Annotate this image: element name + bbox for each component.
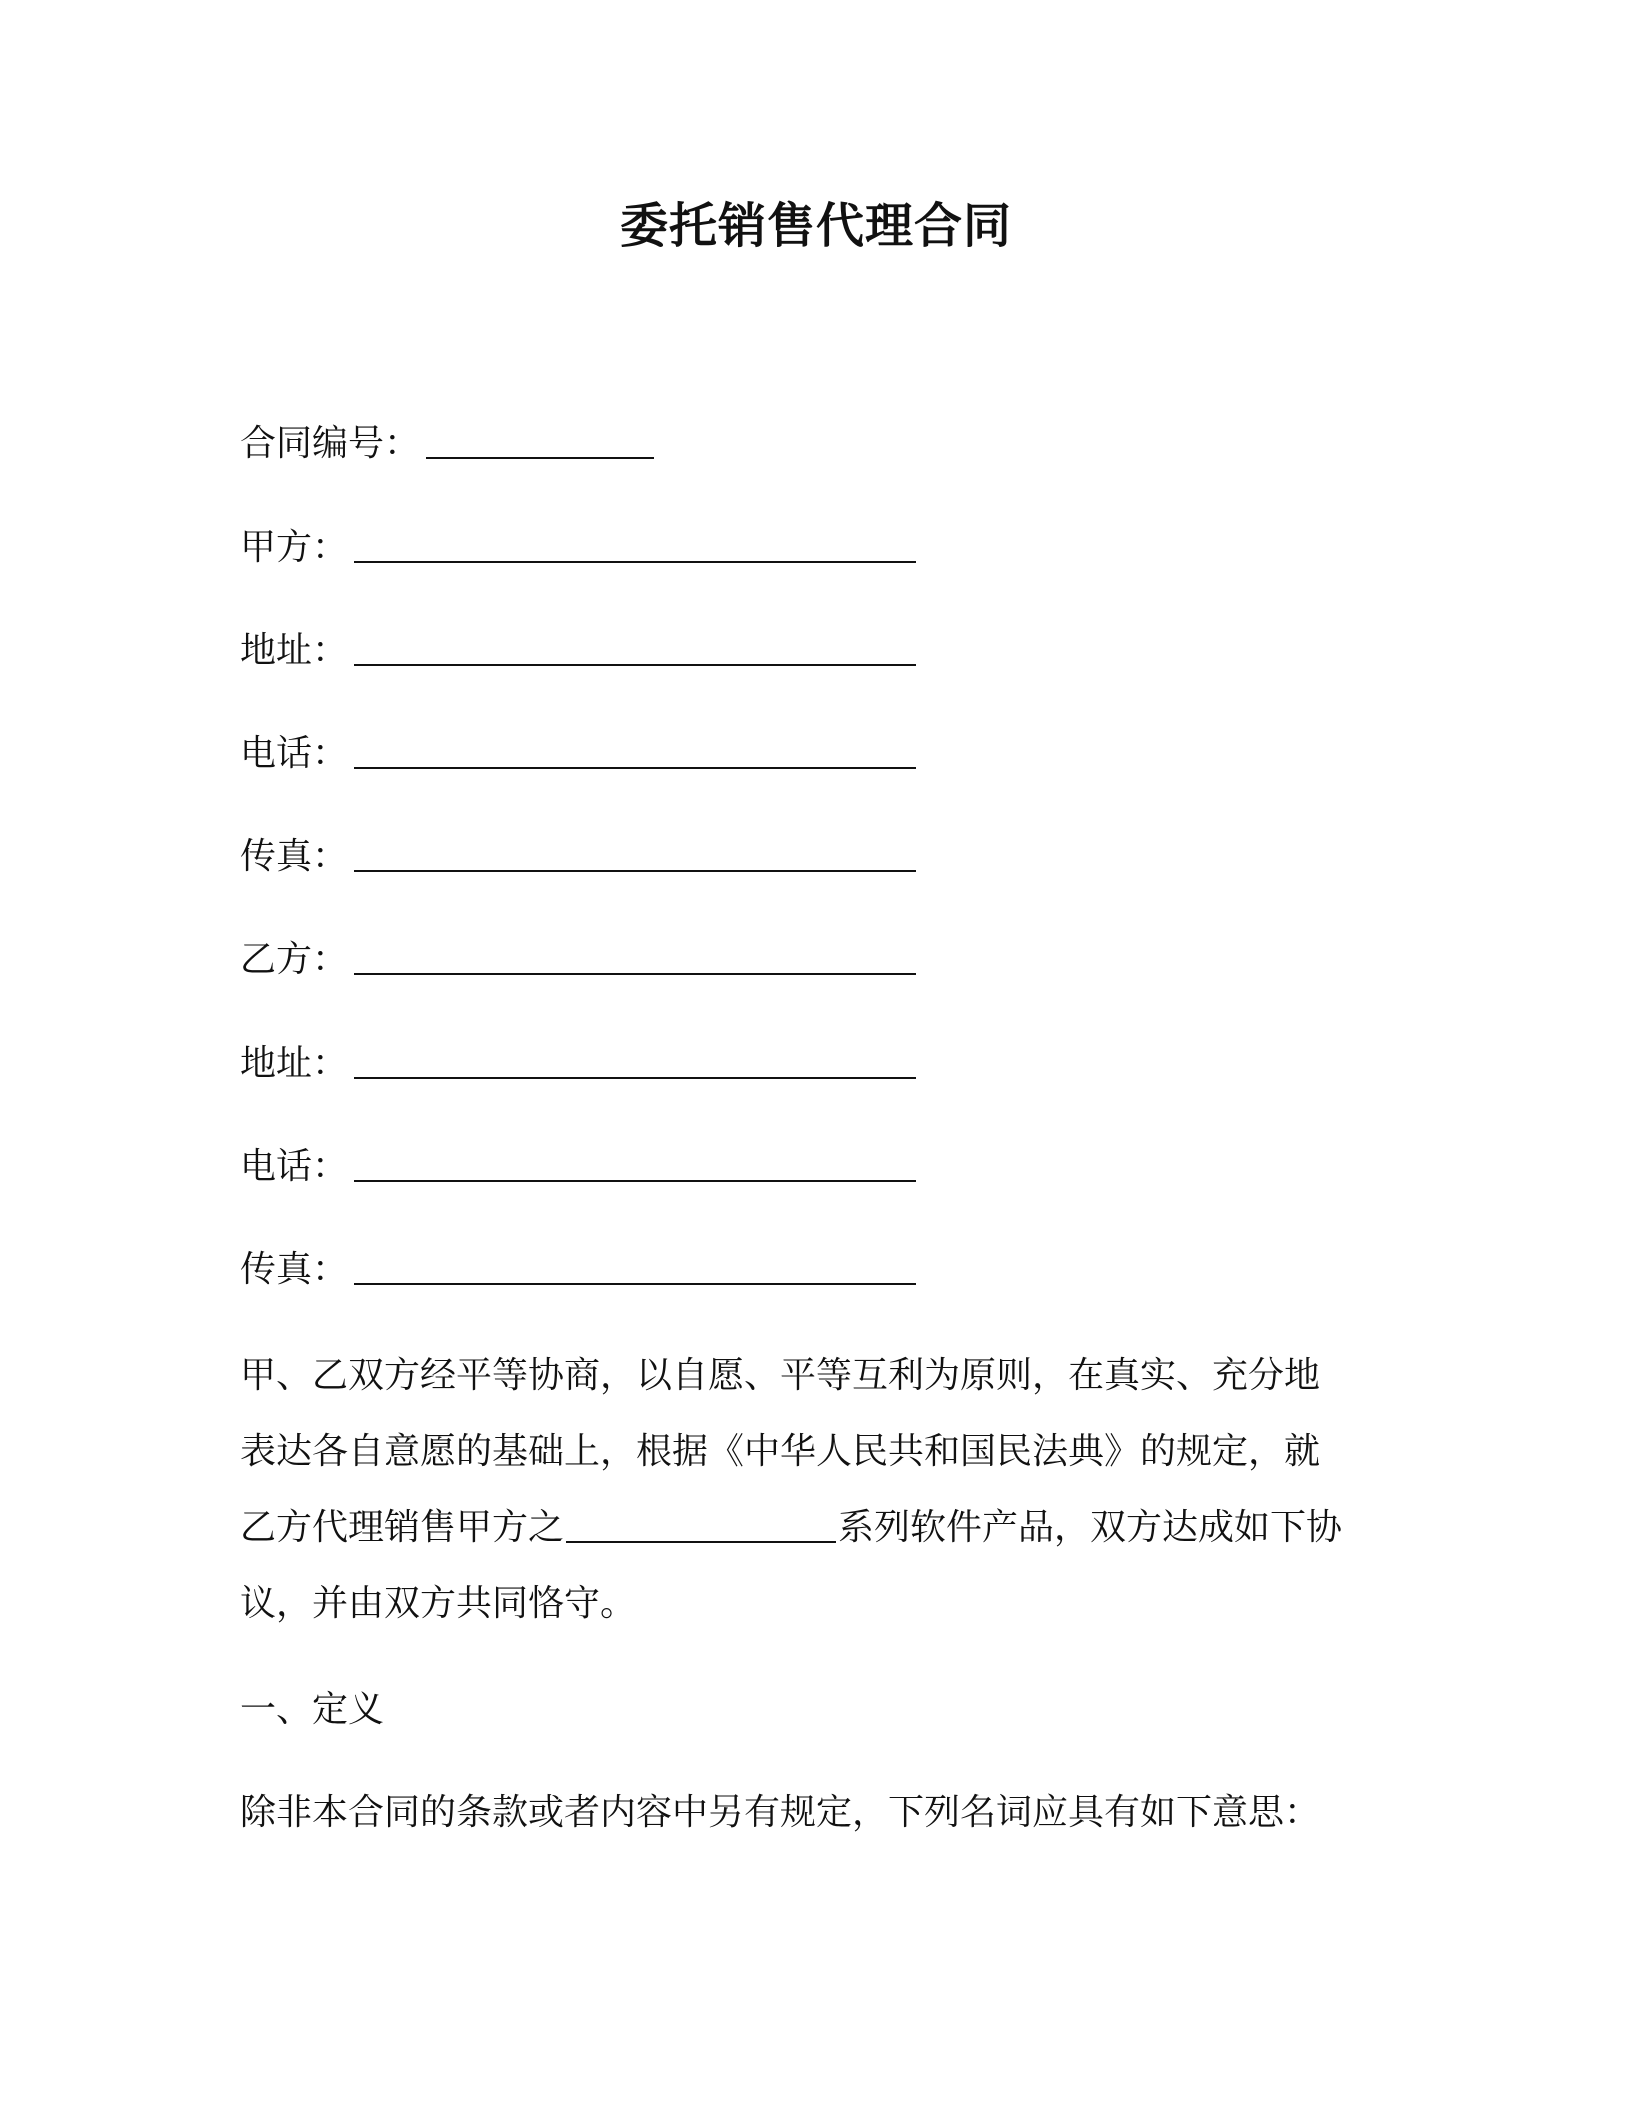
- party-a-fax-field: [240, 833, 916, 881]
- intro-line-2: 表达各自意愿的基础上，根据《中华人民共和国民法典》的规定，就: [240, 1431, 1321, 1472]
- party-b-phone-label: 电话：: [240, 1146, 349, 1187]
- intro-line-4: 议，并由双方共同恪守。: [240, 1583, 637, 1624]
- party-a-fax-label: 传真：: [240, 836, 349, 877]
- party-b-phone-field: [240, 1143, 916, 1191]
- party-b-fax-blank[interactable]: [354, 1253, 916, 1285]
- party-b-fax-field: [240, 1246, 916, 1294]
- party-a-label: 甲方：: [240, 527, 349, 568]
- party-a-blank[interactable]: [354, 531, 916, 563]
- intro-line-3: [240, 1490, 1370, 1566]
- party-b-address-field: [240, 1040, 916, 1088]
- section-1-text: 除非本合同的条款或者内容中另有规定，下列名词应具有如下意思：: [240, 1792, 1321, 1833]
- party-b-label: 乙方：: [240, 939, 349, 980]
- party-b-address-label: 地址：: [240, 1043, 349, 1084]
- intro-line-1: 甲、乙双方经平等协商，以自愿、平等互利为原则，在真实、充分地: [240, 1355, 1321, 1396]
- contract-number-blank[interactable]: [426, 427, 654, 459]
- intro-paragraph: [240, 1338, 1370, 1642]
- party-b-blank[interactable]: [354, 943, 916, 975]
- party-a-field: [240, 524, 916, 572]
- product-series-blank[interactable]: [566, 1511, 836, 1543]
- intro-line-3-before: 乙方代理销售甲方之: [240, 1507, 565, 1548]
- party-b-field: [240, 936, 916, 984]
- party-a-phone-field: [240, 730, 916, 778]
- contract-number-label: 合同编号：: [240, 423, 421, 464]
- party-a-phone-blank[interactable]: [354, 737, 916, 769]
- intro-line-3-after: 系列软件产品，双方达成如下协: [838, 1507, 1343, 1548]
- section-1-heading: 一、定义: [240, 1689, 385, 1730]
- document-title: 委托销售代理合同: [619, 198, 1012, 254]
- party-a-address-field: [240, 627, 916, 675]
- contract-number-field: [240, 420, 654, 468]
- party-b-address-blank[interactable]: [354, 1047, 916, 1079]
- party-a-fax-blank[interactable]: [354, 840, 916, 872]
- party-b-fax-label: 传真：: [240, 1249, 349, 1290]
- party-a-address-label: 地址：: [240, 630, 349, 671]
- party-b-phone-blank[interactable]: [354, 1150, 916, 1182]
- party-a-address-blank[interactable]: [354, 634, 916, 666]
- party-a-phone-label: 电话：: [240, 733, 349, 774]
